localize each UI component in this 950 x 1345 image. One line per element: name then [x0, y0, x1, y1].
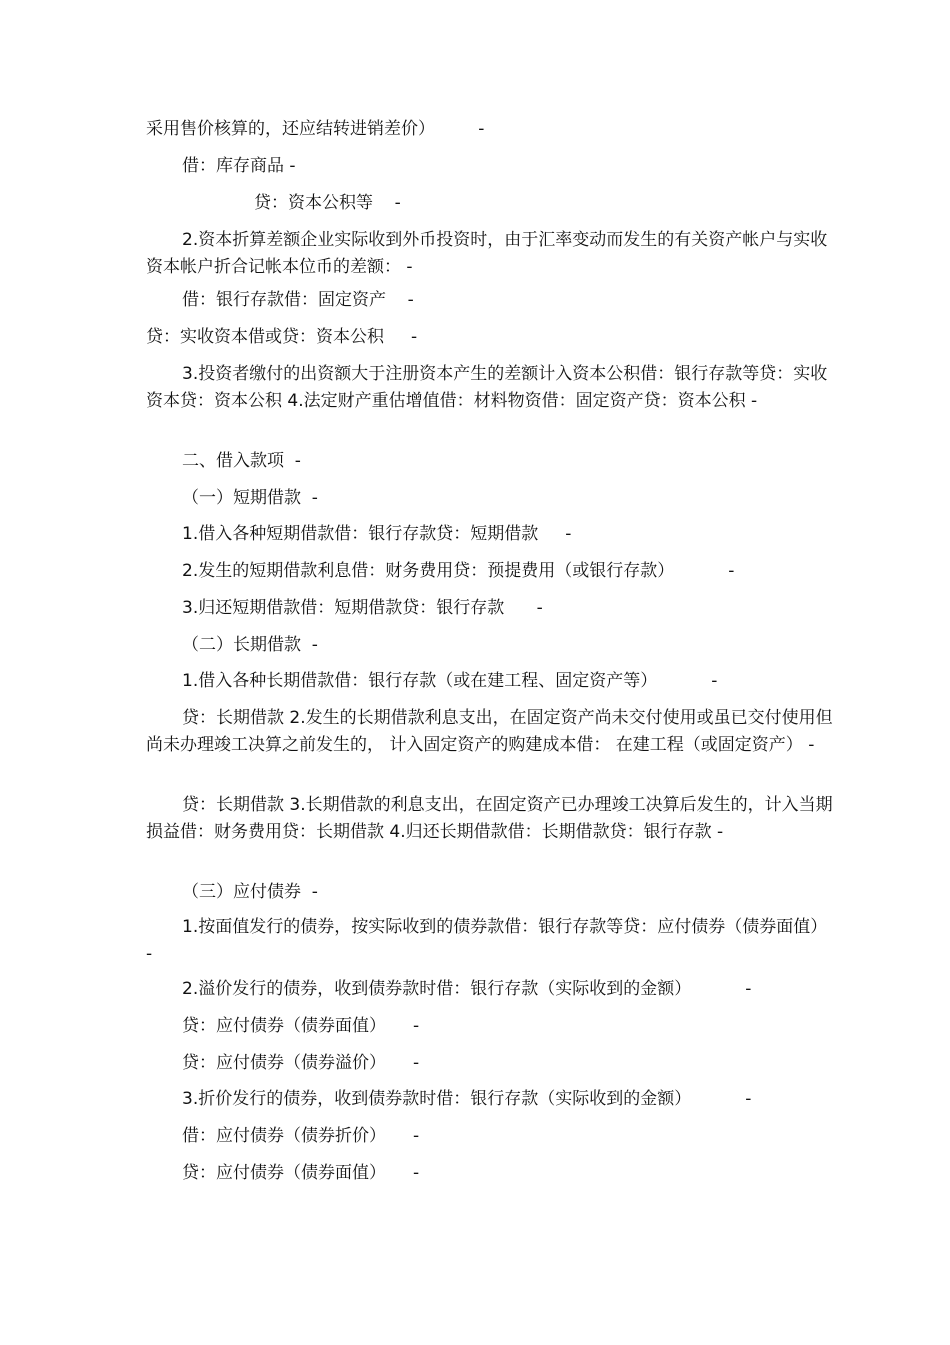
- paragraph-capital-translation: 2.资本折算差额企业实际收到外币投资时，由于汇率变动而发生的有关资产帐户与实收资本帐户折合记帐本位币的差额： -: [146, 230, 828, 277]
- text-line-short-term-2: 2.发生的短期借款利息借：财务费用贷：预提费用（或银行存款） -: [182, 561, 735, 581]
- text-line-credit-capital-reserve: 贷：资本公积等 -: [254, 193, 401, 213]
- text-line-credit-bond-premium: 贷：应付债券（债券溢价） -: [182, 1053, 420, 1073]
- paragraph-bonds-par: 1.按面值发行的债券，按实际收到的债券款借：银行存款等贷：应付债券（债券面值） -: [146, 917, 828, 964]
- text-line-bonds-premium: 2.溢价发行的债券，收到债券款时借：银行存款（实际收到的金额） -: [182, 979, 752, 999]
- text-line-bonds-discount: 3.折价发行的债券，收到债券款时借：银行存款（实际收到的金额） -: [182, 1089, 752, 1109]
- paragraph-investor-contribution: 3.投资者缴付的出资额大于注册资本产生的差额计入资本公积借：银行存款等贷：实收资本贷：资本公积 4.法定财产重估增值借：材料物资借：固定资产贷：资本公积 -: [146, 364, 828, 411]
- text-line-debit-inventory: 借：库存商品 -: [182, 156, 296, 176]
- text-line-credit-bond-face-2: 贷：应付债券（债券面值） -: [182, 1163, 420, 1183]
- text-line-debit-bank: 借：银行存款借：固定资产 -: [182, 290, 414, 310]
- subsection-heading-long-term: （二）长期借款 -: [182, 635, 318, 655]
- text-line-debit-bond-discount: 借：应付债券（债券折价） -: [182, 1126, 420, 1146]
- text-line-credit-paid-in-capital: 贷：实收资本借或贷：资本公积 -: [146, 327, 418, 347]
- subsection-heading-short-term: （一）短期借款 -: [182, 488, 318, 508]
- paragraph-long-term-2: 贷：长期借款 2.发生的长期借款利息支出，在固定资产尚未交付使用或虽已交付使用但尚未办理竣工决算之前发生的， 计入固定资产的购建成本借： 在建工程（或固定资产） -: [146, 708, 833, 755]
- paragraph-long-term-3-4: 贷：长期借款 3.长期借款的利息支出，在固定资产已办理竣工决算后发生的，计入当期损益借：财务费用贷：长期借款 4.归还长期借款借：长期借款贷：银行存款 -: [146, 795, 833, 842]
- subsection-heading-bonds-payable: （三）应付债券 -: [182, 882, 318, 902]
- text-line-long-term-1: 1.借入各种长期借款借：银行存款（或在建工程、固定资产等） -: [182, 671, 718, 691]
- text-line-credit-bond-face: 贷：应付债券（债券面值） -: [182, 1016, 420, 1036]
- text-line-continuation: 采用售价核算的，还应结转进销差价） -: [146, 119, 485, 139]
- text-line-short-term-3: 3.归还短期借款借：短期借款贷：银行存款 -: [182, 598, 543, 618]
- text-line-short-term-1: 1.借入各种短期借款借：银行存款贷：短期借款 -: [182, 524, 572, 544]
- section-heading-borrowings: 二、借入款项 -: [182, 451, 301, 471]
